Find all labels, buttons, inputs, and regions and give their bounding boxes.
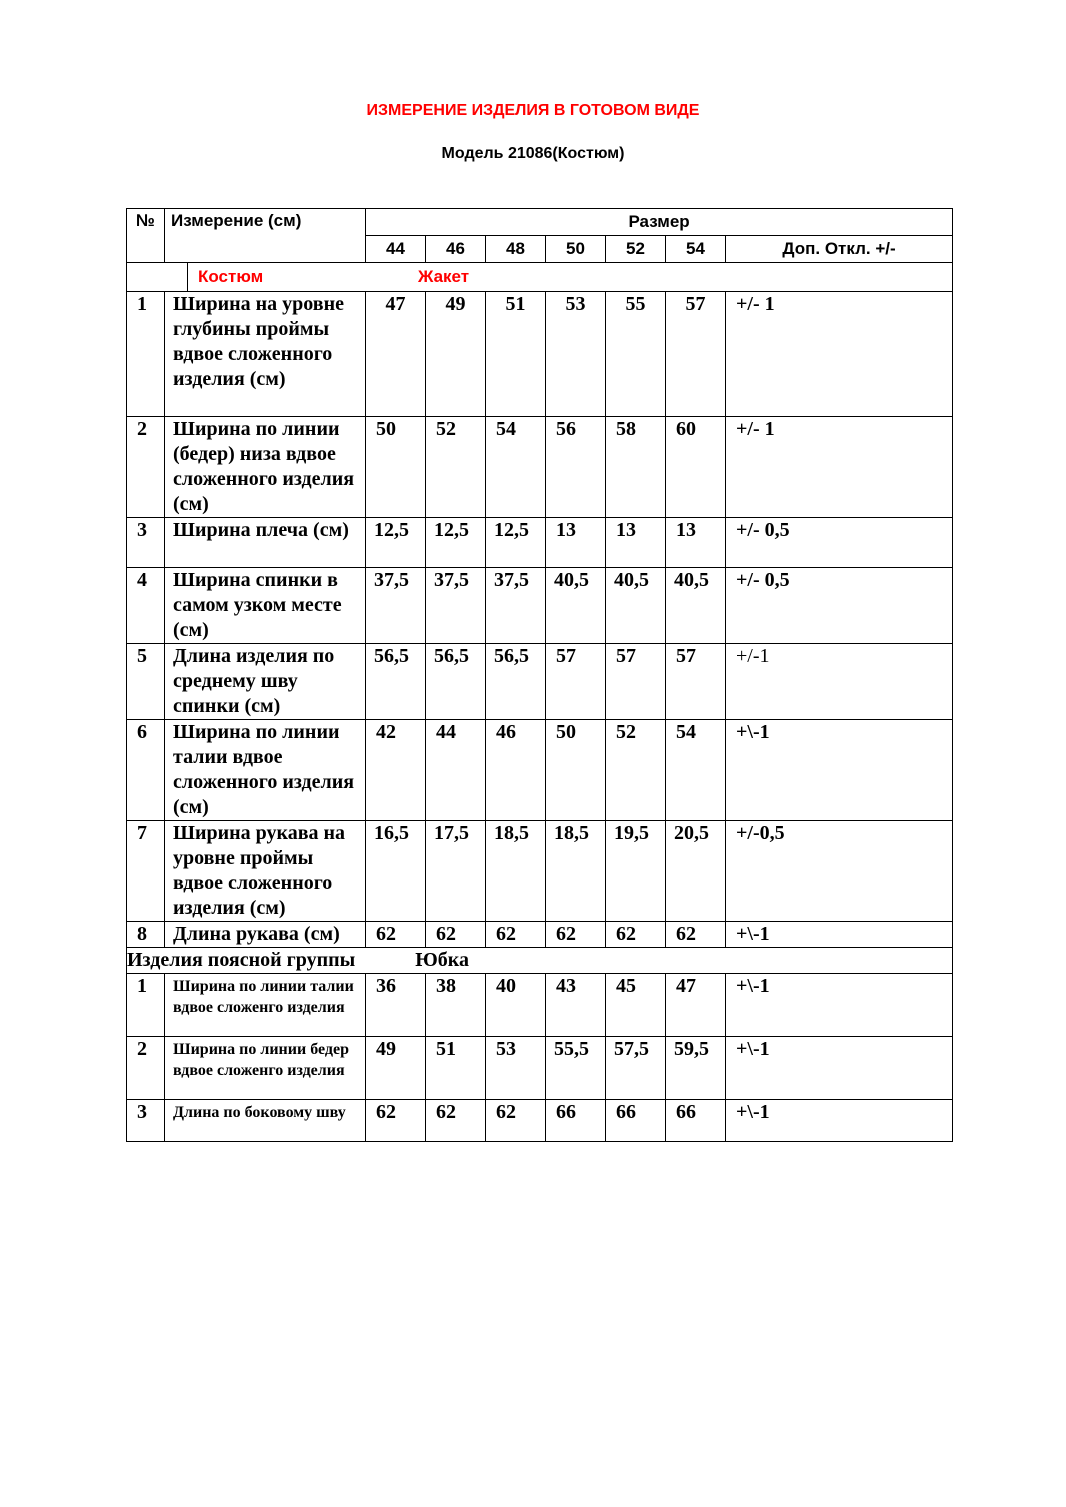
row-number: 8 xyxy=(127,922,165,948)
size-44: 44 xyxy=(366,236,426,263)
table-row xyxy=(127,568,953,644)
value-cell: 57,5 xyxy=(606,1037,666,1100)
value-cell: 20,5 xyxy=(666,821,726,922)
value-cell: 59,5 xyxy=(666,1037,726,1100)
value-cell: 56,5 xyxy=(426,644,486,720)
value-cell: 54 xyxy=(666,720,726,821)
table-row xyxy=(127,644,953,720)
table-row xyxy=(127,292,953,417)
row-number: 7 xyxy=(127,821,165,922)
tolerance-cell: +/- 1 xyxy=(726,292,953,417)
row-number: 2 xyxy=(127,1037,165,1100)
value-cell: 13 xyxy=(546,518,606,568)
value-cell: 17,5 xyxy=(426,821,486,922)
value-cell: 49 xyxy=(426,292,486,417)
value-cell: 12,5 xyxy=(426,518,486,568)
value-cell: 13 xyxy=(606,518,666,568)
document-title: ИЗМЕРЕНИЕ ИЗДЕЛИЯ В ГОТОВОМ ВИДЕ xyxy=(366,102,700,119)
value-cell: 62 xyxy=(366,1100,426,1142)
section-waist-group-label: Изделия поясной группы xyxy=(127,949,356,971)
value-cell: 51 xyxy=(426,1037,486,1100)
model-subtitle: Модель 21086(Костюм) xyxy=(441,145,625,162)
tolerance-cell: +\-1 xyxy=(726,974,953,1037)
value-cell: 62 xyxy=(666,922,726,948)
measurement-table xyxy=(126,208,953,1142)
table-row xyxy=(127,1037,953,1100)
value-cell: 18,5 xyxy=(486,821,546,922)
value-cell: 62 xyxy=(426,1100,486,1142)
value-cell: 46 xyxy=(486,720,546,821)
value-cell: 62 xyxy=(606,922,666,948)
value-cell: 62 xyxy=(486,1100,546,1142)
value-cell: 57 xyxy=(606,644,666,720)
header-number: № xyxy=(127,209,165,263)
value-cell: 56,5 xyxy=(486,644,546,720)
table-row xyxy=(127,922,953,948)
value-cell: 66 xyxy=(666,1100,726,1142)
value-cell: 40,5 xyxy=(666,568,726,644)
tolerance-cell: +\-1 xyxy=(726,922,953,948)
header-row-1 xyxy=(127,209,953,236)
value-cell: 18,5 xyxy=(546,821,606,922)
value-cell: 47 xyxy=(666,974,726,1037)
tolerance-cell: +/- 0,5 xyxy=(726,568,953,644)
value-cell: 56 xyxy=(546,417,606,518)
size-46: 46 xyxy=(426,236,486,263)
size-52: 52 xyxy=(606,236,666,263)
value-cell: 16,5 xyxy=(366,821,426,922)
row-number: 2 xyxy=(127,417,165,518)
value-cell: 62 xyxy=(546,922,606,948)
tolerance-cell: +\-1 xyxy=(726,1100,953,1142)
value-cell: 13 xyxy=(666,518,726,568)
value-cell: 56,5 xyxy=(366,644,426,720)
table-row xyxy=(127,417,953,518)
row-number: 6 xyxy=(127,720,165,821)
value-cell: 53 xyxy=(546,292,606,417)
row-description: Длина рукава (см) xyxy=(165,922,366,948)
row-number: 3 xyxy=(127,1100,165,1142)
value-cell: 49 xyxy=(366,1037,426,1100)
value-cell: 12,5 xyxy=(486,518,546,568)
value-cell: 37,5 xyxy=(366,568,426,644)
value-cell: 66 xyxy=(606,1100,666,1142)
header-tolerance: Доп. Откл. +/- xyxy=(726,236,953,263)
row-description: Ширина по линии талии вдвое сложенго изделия xyxy=(165,974,366,1037)
value-cell: 40,5 xyxy=(606,568,666,644)
value-cell: 43 xyxy=(546,974,606,1037)
value-cell: 51 xyxy=(486,292,546,417)
row-description: Ширина плеча (см) xyxy=(165,518,366,568)
tolerance-cell: +/-1 xyxy=(726,644,953,720)
value-cell: 45 xyxy=(606,974,666,1037)
value-cell: 44 xyxy=(426,720,486,821)
size-48: 48 xyxy=(486,236,546,263)
value-cell: 62 xyxy=(486,922,546,948)
table-row xyxy=(127,518,953,568)
value-cell: 52 xyxy=(606,720,666,821)
header-size: Размер xyxy=(366,209,953,236)
table-row xyxy=(127,1100,953,1142)
value-cell: 50 xyxy=(366,417,426,518)
row-number: 1 xyxy=(127,974,165,1037)
row-number: 3 xyxy=(127,518,165,568)
value-cell: 57 xyxy=(666,292,726,417)
row-description: Ширина рукава на уровне проймы вдвое сложенного изделия (см) xyxy=(165,821,366,922)
value-cell: 62 xyxy=(426,922,486,948)
value-cell: 19,5 xyxy=(606,821,666,922)
row-number: 1 xyxy=(127,292,165,417)
row-description: Ширина спинки в самом узком месте (см) xyxy=(165,568,366,644)
row-description: Длина изделия по среднему шву спинки (см) xyxy=(165,644,366,720)
value-cell: 37,5 xyxy=(426,568,486,644)
value-cell: 62 xyxy=(366,922,426,948)
table-row xyxy=(127,974,953,1037)
section-skirt-label: Юбка xyxy=(415,949,470,971)
row-description: Ширина по линии (бедер) низа вдвое сложенного изделия (см) xyxy=(165,417,366,518)
value-cell: 66 xyxy=(546,1100,606,1142)
section-suit-row xyxy=(127,263,953,292)
row-description: Ширина по линии бедер вдвое сложенго изделия xyxy=(165,1037,366,1100)
value-cell: 40,5 xyxy=(546,568,606,644)
value-cell: 60 xyxy=(666,417,726,518)
value-cell: 58 xyxy=(606,417,666,518)
tolerance-cell: +/- 1 xyxy=(726,417,953,518)
section-jacket-label: Жакет xyxy=(418,267,470,286)
size-54: 54 xyxy=(666,236,726,263)
row-description: Ширина на уровне глубины проймы вдвое сложенного изделия (см) xyxy=(165,292,366,417)
section-suit-label: Костюм xyxy=(198,267,264,286)
tolerance-cell: +/-0,5 xyxy=(726,821,953,922)
value-cell: 57 xyxy=(546,644,606,720)
value-cell: 42 xyxy=(366,720,426,821)
value-cell: 37,5 xyxy=(486,568,546,644)
value-cell: 40 xyxy=(486,974,546,1037)
row-description: Ширина по линии талии вдвое сложенного изделия (см) xyxy=(165,720,366,821)
tolerance-cell: +\-1 xyxy=(726,1037,953,1100)
value-cell: 55,5 xyxy=(546,1037,606,1100)
tolerance-cell: +/- 0,5 xyxy=(726,518,953,568)
row-description: Длина по боковому шву xyxy=(165,1100,366,1142)
value-cell: 53 xyxy=(486,1037,546,1100)
section-waist-group-row xyxy=(127,948,953,974)
value-cell: 50 xyxy=(546,720,606,821)
value-cell: 54 xyxy=(486,417,546,518)
value-cell: 52 xyxy=(426,417,486,518)
row-number: 4 xyxy=(127,568,165,644)
table-row xyxy=(127,720,953,821)
size-50: 50 xyxy=(546,236,606,263)
value-cell: 57 xyxy=(666,644,726,720)
tolerance-cell: +\-1 xyxy=(726,720,953,821)
table-row xyxy=(127,821,953,922)
value-cell: 38 xyxy=(426,974,486,1037)
value-cell: 12,5 xyxy=(366,518,426,568)
value-cell: 55 xyxy=(606,292,666,417)
header-measure: Измерение (см) xyxy=(165,209,366,263)
row-number: 5 xyxy=(127,644,165,720)
value-cell: 47 xyxy=(366,292,426,417)
value-cell: 36 xyxy=(366,974,426,1037)
